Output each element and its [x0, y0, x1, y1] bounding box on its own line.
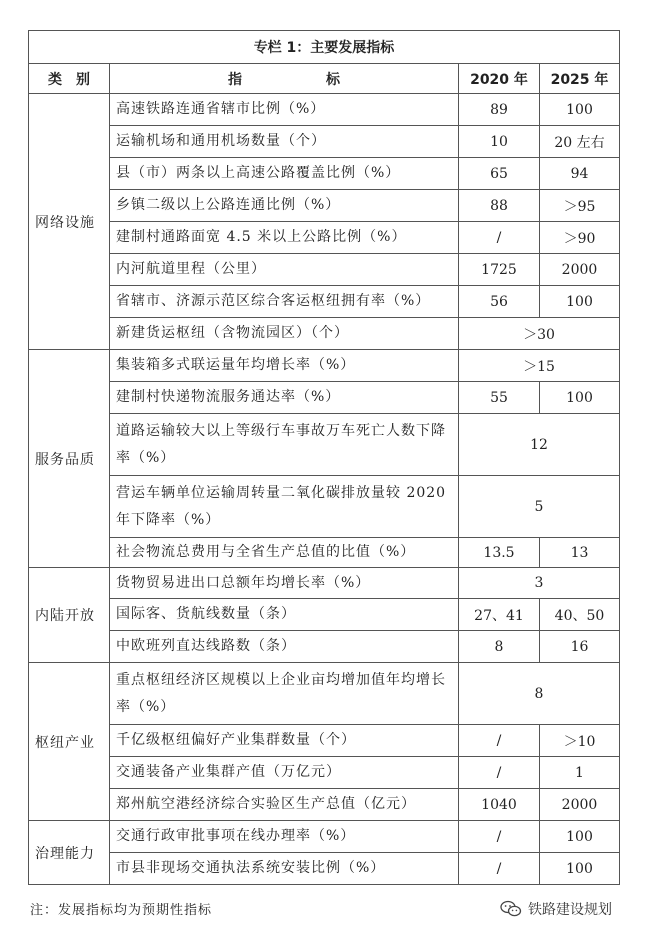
- table-row: [29, 318, 620, 350]
- value-2025-cell: 100: [540, 286, 620, 318]
- value-2025-cell: 16: [540, 631, 620, 663]
- wechat-icon: [500, 900, 522, 918]
- indicator-cell: 内河航道里程（公里）: [110, 254, 459, 286]
- value-2025-cell: 13: [540, 538, 620, 568]
- indicator-cell: 运输机场和通用机场数量（个）: [110, 126, 459, 158]
- value-2020-cell: /: [459, 821, 540, 853]
- value-2020-cell: /: [459, 725, 540, 757]
- indicator-cell: 建制村快递物流服务通达率（%）: [110, 382, 459, 414]
- indicator-cell: 交通装备产业集群产值（万亿元）: [110, 757, 459, 789]
- value-2020-cell: 13.5: [459, 538, 540, 568]
- table-row: [29, 821, 620, 853]
- value-2025-cell: 2000: [540, 789, 620, 821]
- watermark-text: 铁路建设规划: [528, 902, 612, 918]
- indicator-cell: 道路运输较大以上等级行车事故万车死亡人数下降率（%）: [110, 414, 459, 476]
- header-2025: 2025 年: [540, 64, 620, 94]
- indicator-cell: 中欧班列直达线路数（条）: [110, 631, 459, 663]
- value-2020-cell: /: [459, 757, 540, 789]
- indicator-cell: 建制村通路面宽 4.5 米以上公路比例（%）: [110, 222, 459, 254]
- value-2025-cell: 2000: [540, 254, 620, 286]
- table-row: [29, 382, 620, 414]
- indicator-cell: 市县非现场交通执法系统安装比例（%）: [110, 853, 459, 885]
- target-value-cell: 12: [459, 414, 620, 476]
- value-2025-cell: 100: [540, 382, 620, 414]
- table-row: [29, 414, 620, 476]
- value-2025-cell: 94: [540, 158, 620, 190]
- value-2020-cell: 55: [459, 382, 540, 414]
- category-cell: 网络设施: [29, 94, 110, 350]
- value-2025-cell: 100: [540, 853, 620, 885]
- target-value-cell: 3: [459, 568, 620, 599]
- indicator-cell: 郑州航空港经济综合实验区生产总值（亿元）: [110, 789, 459, 821]
- value-2025-cell: 100: [540, 821, 620, 853]
- table-row: [29, 126, 620, 158]
- indicator-cell: 重点枢纽经济区规模以上企业亩均增加值年均增长率（%）: [110, 663, 459, 725]
- indicator-cell: 省辖市、济源示范区综合客运枢纽拥有率（%）: [110, 286, 459, 318]
- table-row: [29, 663, 620, 725]
- target-value-cell: 8: [459, 663, 620, 725]
- value-2025-cell: ＞95: [540, 190, 620, 222]
- watermark: [500, 899, 612, 919]
- value-2025-cell: ＞90: [540, 222, 620, 254]
- table-title-row: [29, 31, 620, 64]
- header-2020: 2020 年: [459, 64, 540, 94]
- table-row: [29, 254, 620, 286]
- table-row: [29, 789, 620, 821]
- indicator-cell: 集装箱多式联运量年均增长率（%）: [110, 350, 459, 382]
- table-row: [29, 599, 620, 631]
- value-2025-cell: 100: [540, 94, 620, 126]
- value-2020-cell: /: [459, 222, 540, 254]
- target-value-cell: ＞30: [459, 318, 620, 350]
- value-2020-cell: 8: [459, 631, 540, 663]
- table-row: [29, 286, 620, 318]
- indicator-cell: 县（市）两条以上高速公路覆盖比例（%）: [110, 158, 459, 190]
- value-2020-cell: 27、41: [459, 599, 540, 631]
- category-cell: 服务品质: [29, 350, 110, 568]
- table-row: [29, 757, 620, 789]
- indicator-cell: 交通行政审批事项在线办理率（%）: [110, 821, 459, 853]
- table-row: [29, 725, 620, 757]
- table-row: [29, 568, 620, 599]
- table-title: 专栏 1：主要发展指标: [29, 31, 620, 64]
- indicator-cell: 社会物流总费用与全省生产总值的比值（%）: [110, 538, 459, 568]
- table-header-row: [29, 64, 620, 94]
- table-row: [29, 350, 620, 382]
- indicator-table: [28, 30, 620, 885]
- value-2025-cell: 40、50: [540, 599, 620, 631]
- indicator-cell: 高速铁路连通省辖市比例（%）: [110, 94, 459, 126]
- footnote: 注：发展指标均为预期性指标: [30, 903, 213, 918]
- value-2025-cell: 20 左右: [540, 126, 620, 158]
- table-row: [29, 190, 620, 222]
- table-row: [29, 158, 620, 190]
- table-row: [29, 476, 620, 538]
- indicator-cell: 营运车辆单位运输周转量二氧化碳排放量较 2020 年下降率（%）: [110, 476, 459, 538]
- value-2020-cell: 89: [459, 94, 540, 126]
- header-category: 类 别: [29, 64, 110, 94]
- category-cell: 内陆开放: [29, 568, 110, 663]
- table-row: [29, 94, 620, 126]
- value-2020-cell: 1040: [459, 789, 540, 821]
- value-2020-cell: 65: [459, 158, 540, 190]
- table-row: [29, 853, 620, 885]
- value-2020-cell: 88: [459, 190, 540, 222]
- table-row: [29, 538, 620, 568]
- value-2020-cell: /: [459, 853, 540, 885]
- header-indicator: 指 标: [110, 64, 459, 94]
- value-2025-cell: ＞10: [540, 725, 620, 757]
- target-value-cell: ＞15: [459, 350, 620, 382]
- value-2020-cell: 10: [459, 126, 540, 158]
- category-cell: 治理能力: [29, 821, 110, 885]
- value-2025-cell: 1: [540, 757, 620, 789]
- indicator-cell: 货物贸易进出口总额年均增长率（%）: [110, 568, 459, 599]
- target-value-cell: 5: [459, 476, 620, 538]
- indicator-cell: 国际客、货航线数量（条）: [110, 599, 459, 631]
- indicator-cell: 新建货运枢纽（含物流园区）（个）: [110, 318, 459, 350]
- indicator-cell: 乡镇二级以上公路连通比例（%）: [110, 190, 459, 222]
- category-cell: 枢纽产业: [29, 663, 110, 821]
- table-row: [29, 631, 620, 663]
- value-2020-cell: 56: [459, 286, 540, 318]
- value-2020-cell: 1725: [459, 254, 540, 286]
- indicator-cell: 千亿级枢纽偏好产业集群数量（个）: [110, 725, 459, 757]
- table-row: [29, 222, 620, 254]
